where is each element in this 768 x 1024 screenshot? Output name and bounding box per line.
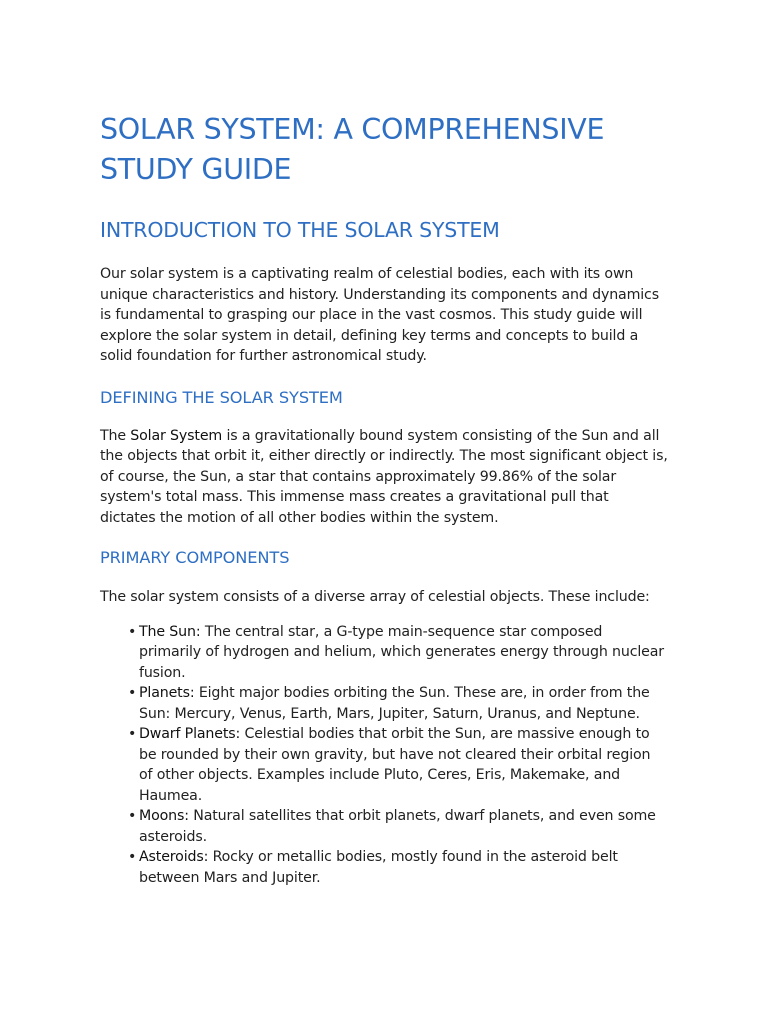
list-item [128, 724, 668, 806]
list-item-text: The central star, a G-type main-sequence star composed primarily of hydrogen and helium, which generates energy through nuclear fusion. [139, 623, 664, 681]
list-item-term: Asteroids: [139, 849, 209, 865]
list-item [128, 806, 668, 847]
components-intro: The solar system consists of a diverse array of celestial objects. These include: [100, 589, 650, 605]
defining-text-after: is a gravitationally bound system consisting of the Sun and all the objects that orbit it, either directly or indirectly. The most significant object is, of course, the Sun, a star that contains approximately 99.86% of the solar system's total mass. This immense mass creates a gravitational pull that dictates the motion of all other bodies within the system. [100, 427, 668, 526]
defining-term: Solar System [130, 427, 223, 444]
defining-heading: DEFINING THE SOLAR SYSTEM [100, 387, 343, 407]
components-list [100, 622, 668, 889]
list-item-term: Planets: [139, 685, 195, 701]
bullet-icon: • [128, 849, 137, 865]
document-title: SOLAR SYSTEM: A COMPREHENSIVE STUDY GUIDE [100, 113, 605, 186]
list-item-text: Natural satellites that orbit planets, dwarf planets, and even some asteroids. [139, 808, 656, 845]
list-item [128, 622, 668, 684]
list-item-term: Moons: [139, 808, 189, 824]
bullet-icon: • [128, 623, 137, 640]
bullet-icon: • [128, 726, 137, 742]
intro-paragraph: Our solar system is a captivating realm of celestial bodies, each with its own unique characteristics and history. Understanding its components and dynamics is fundamental to grasping our place in the vast cosmos. This study guide will explore the solar system in detail, defining key terms and concepts to build a solid foundation for further astronomical study. [100, 266, 659, 364]
bullet-icon: • [128, 685, 137, 701]
components-heading: PRIMARY COMPONENTS [100, 548, 290, 567]
list-item [128, 847, 668, 888]
list-item-term: The Sun: [139, 623, 201, 640]
list-item-text: Eight major bodies orbiting the Sun. These are, in order from the Sun: Mercury, Venus, Earth, Mars, Jupiter, Saturn, Uranus, and Neptune. [139, 685, 650, 722]
defining-text-before: The [100, 427, 131, 444]
list-item-text: Rocky or metallic bodies, mostly found in the asteroid belt between Mars and Jupiter. [139, 849, 618, 886]
defining-paragraph [100, 426, 668, 529]
list-item [128, 683, 668, 724]
bullet-icon: • [128, 808, 137, 824]
intro-heading: INTRODUCTION TO THE SOLAR SYSTEM [100, 218, 500, 242]
list-item-text: Celestial bodies that orbit the Sun, are massive enough to be rounded by their own gravity, but have not cleared their orbital region of other objects. Examples include Pluto, Ceres, Eris, Makemake, and Haumea. [139, 726, 651, 804]
list-item-term: Dwarf Planets: [139, 726, 241, 742]
